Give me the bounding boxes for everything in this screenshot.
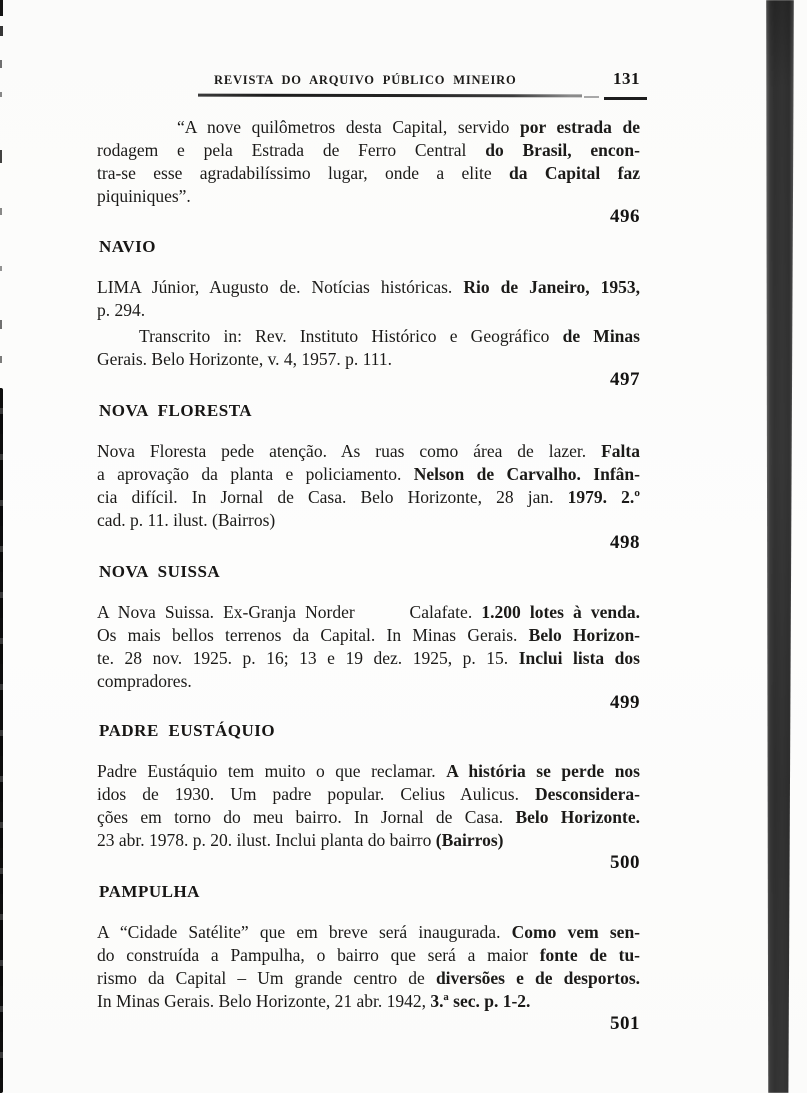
text-line [97, 601, 640, 624]
bold-text-segment: (Bairros) [435, 830, 504, 850]
text-line [97, 276, 640, 299]
bold-text-segment: do Brasil, encon- [485, 140, 640, 160]
entry-paragraph [97, 921, 640, 1013]
entry-number: 498 [610, 532, 640, 553]
scan-edge-mark [0, 150, 2, 163]
text-segment: LIMA Júnior, Augusto de. Notícias históricas. [97, 277, 464, 297]
entry-number: 501 [610, 1013, 640, 1034]
text-segment: Padre Eustáquio tem muito o que reclamar. [97, 761, 447, 781]
bold-text-segment: Falta [601, 441, 640, 461]
bold-text-segment: A história se perde nos [446, 761, 640, 781]
text-segment: rodagem e pela Estrada de Ferro Central [97, 140, 486, 160]
bold-text-segment: 1979. 2.º [567, 487, 640, 507]
text-line [97, 463, 640, 486]
entry-number: 496 [610, 206, 640, 227]
text-segment: ções em torno do meu bairro. In Jornal de Casa. [97, 807, 516, 827]
entry-number: 499 [610, 692, 640, 713]
text-segment: “A nove quilômetros desta Capital, servido [177, 117, 520, 137]
entry-paragraph [97, 276, 640, 322]
text-line [97, 325, 640, 348]
book-gutter-shadow [766, 0, 794, 1093]
text-line [97, 624, 640, 647]
entry-heading: NOVA FLORESTA [99, 401, 253, 420]
text-line [97, 990, 640, 1013]
text-line [97, 806, 640, 829]
text-segment: Transcrito in: Rev. Instituto Histórico e Geográfico [139, 326, 563, 346]
text-segment: p. 294. [97, 300, 146, 320]
bold-text-segment: Belo Horizon- [528, 625, 640, 645]
bold-text-segment: Como vem sen- [511, 922, 640, 942]
bold-text-segment: diversões e de desportos. [435, 968, 640, 988]
entry-heading: NOVA SUISSA [99, 562, 221, 581]
text-line [97, 670, 640, 693]
text-segment: cad. p. 11. ilust. (Bairros) [97, 510, 276, 530]
text-segment: piquiniques”. [97, 186, 191, 206]
scan-edge-mark [0, 60, 2, 68]
bold-text-segment: 3.ª sec. p. 1-2. [430, 991, 531, 1011]
bold-text-segment: Inclui lista dos [518, 648, 640, 668]
scan-edge-mark [0, 266, 2, 271]
entry-paragraph [97, 601, 640, 693]
bold-text-segment: Belo Horizonte. [515, 807, 640, 827]
text-segment: Nova Floresta pede atenção. As ruas como área de lazer. [97, 441, 602, 461]
text-segment: A “Cidade Satélite” que em breve será inaugurada. [97, 922, 512, 942]
entry-paragraph [97, 440, 640, 532]
entry-number: 497 [610, 369, 640, 390]
entry-paragraph [97, 325, 640, 371]
text-line [97, 509, 640, 532]
header-rule-tail [584, 96, 599, 98]
scan-edge-mark [0, 26, 3, 36]
text-segment: tra-se esse agradabilíssimo lugar, onde a elite [97, 163, 509, 183]
scan-edge-mark [0, 92, 2, 97]
bold-text-segment: da Capital faz [509, 163, 640, 183]
scan-edge-mark [0, 0, 3, 16]
journal-title: REVISTA DO ARQUIVO PÚBLICO MINEIRO [214, 73, 517, 87]
bold-text-segment: Desconsidera- [535, 784, 640, 804]
entry-heading: NAVIO [99, 237, 156, 256]
text-line [97, 139, 640, 162]
text-line [97, 299, 640, 322]
text-segment: do construída a Pampulha, o bairro que será a maior [97, 945, 540, 965]
bold-text-segment: 1.200 lotes à venda. [481, 602, 640, 622]
text-segment: cia difícil. In Jornal de Casa. Belo Horizonte, 28 jan. [97, 487, 568, 507]
text-line [97, 944, 640, 967]
bold-text-segment: Rio de Janeiro, 1953, [463, 277, 640, 297]
page-number: 131 [613, 69, 640, 88]
entry-heading: PADRE EUSTÁQUIO [99, 721, 276, 740]
bold-text-segment: fonte de tu- [539, 945, 640, 965]
page-number-rule [604, 97, 647, 100]
bold-text-segment: por estrada de [519, 117, 640, 137]
scan-edge-line [0, 388, 3, 1093]
scan-edge-mark [0, 320, 2, 329]
text-segment: Os mais bellos terrenos da Capital. In Minas Gerais. [97, 625, 529, 645]
text-line [97, 162, 640, 185]
text-line [97, 967, 640, 990]
text-line [97, 829, 640, 852]
text-line [97, 760, 640, 783]
scan-edge-mark [0, 356, 2, 363]
text-segment: compradores. [97, 671, 192, 691]
bold-text-segment: de Minas [562, 326, 640, 346]
text-line [97, 440, 640, 463]
text-segment: te. 28 nov. 1925. p. 16; 13 e 19 dez. 1925, p. 15. [97, 648, 519, 668]
entry-paragraph [97, 116, 640, 208]
text-segment: rismo da Capital – Um grande centro de [97, 968, 436, 988]
text-segment: A Nova Suissa. Ex-Granja Norder Calafate. [97, 602, 482, 622]
text-segment: In Minas Gerais. Belo Horizonte, 21 abr. 1942, [97, 991, 431, 1011]
entry-number: 500 [610, 852, 640, 873]
entry-heading: PAMPULHA [99, 882, 200, 901]
header-rule [198, 94, 582, 97]
text-line [97, 783, 640, 806]
entry-paragraph [97, 760, 640, 852]
text-line [97, 647, 640, 670]
bold-text-segment: Nelson de Carvalho. Infân- [413, 464, 640, 484]
text-segment: a aprovação da planta e policiamento. [97, 464, 414, 484]
scan-edge-mark [0, 208, 2, 215]
text-line [97, 116, 640, 139]
text-line [97, 486, 640, 509]
text-line [97, 921, 640, 944]
text-segment: idos de 1930. Um padre popular. Celius Aulicus. [97, 784, 536, 804]
text-segment: Gerais. Belo Horizonte, v. 4, 1957. p. 111. [97, 349, 393, 369]
text-segment: 23 abr. 1978. p. 20. ilust. Inclui planta do bairro [97, 830, 436, 850]
